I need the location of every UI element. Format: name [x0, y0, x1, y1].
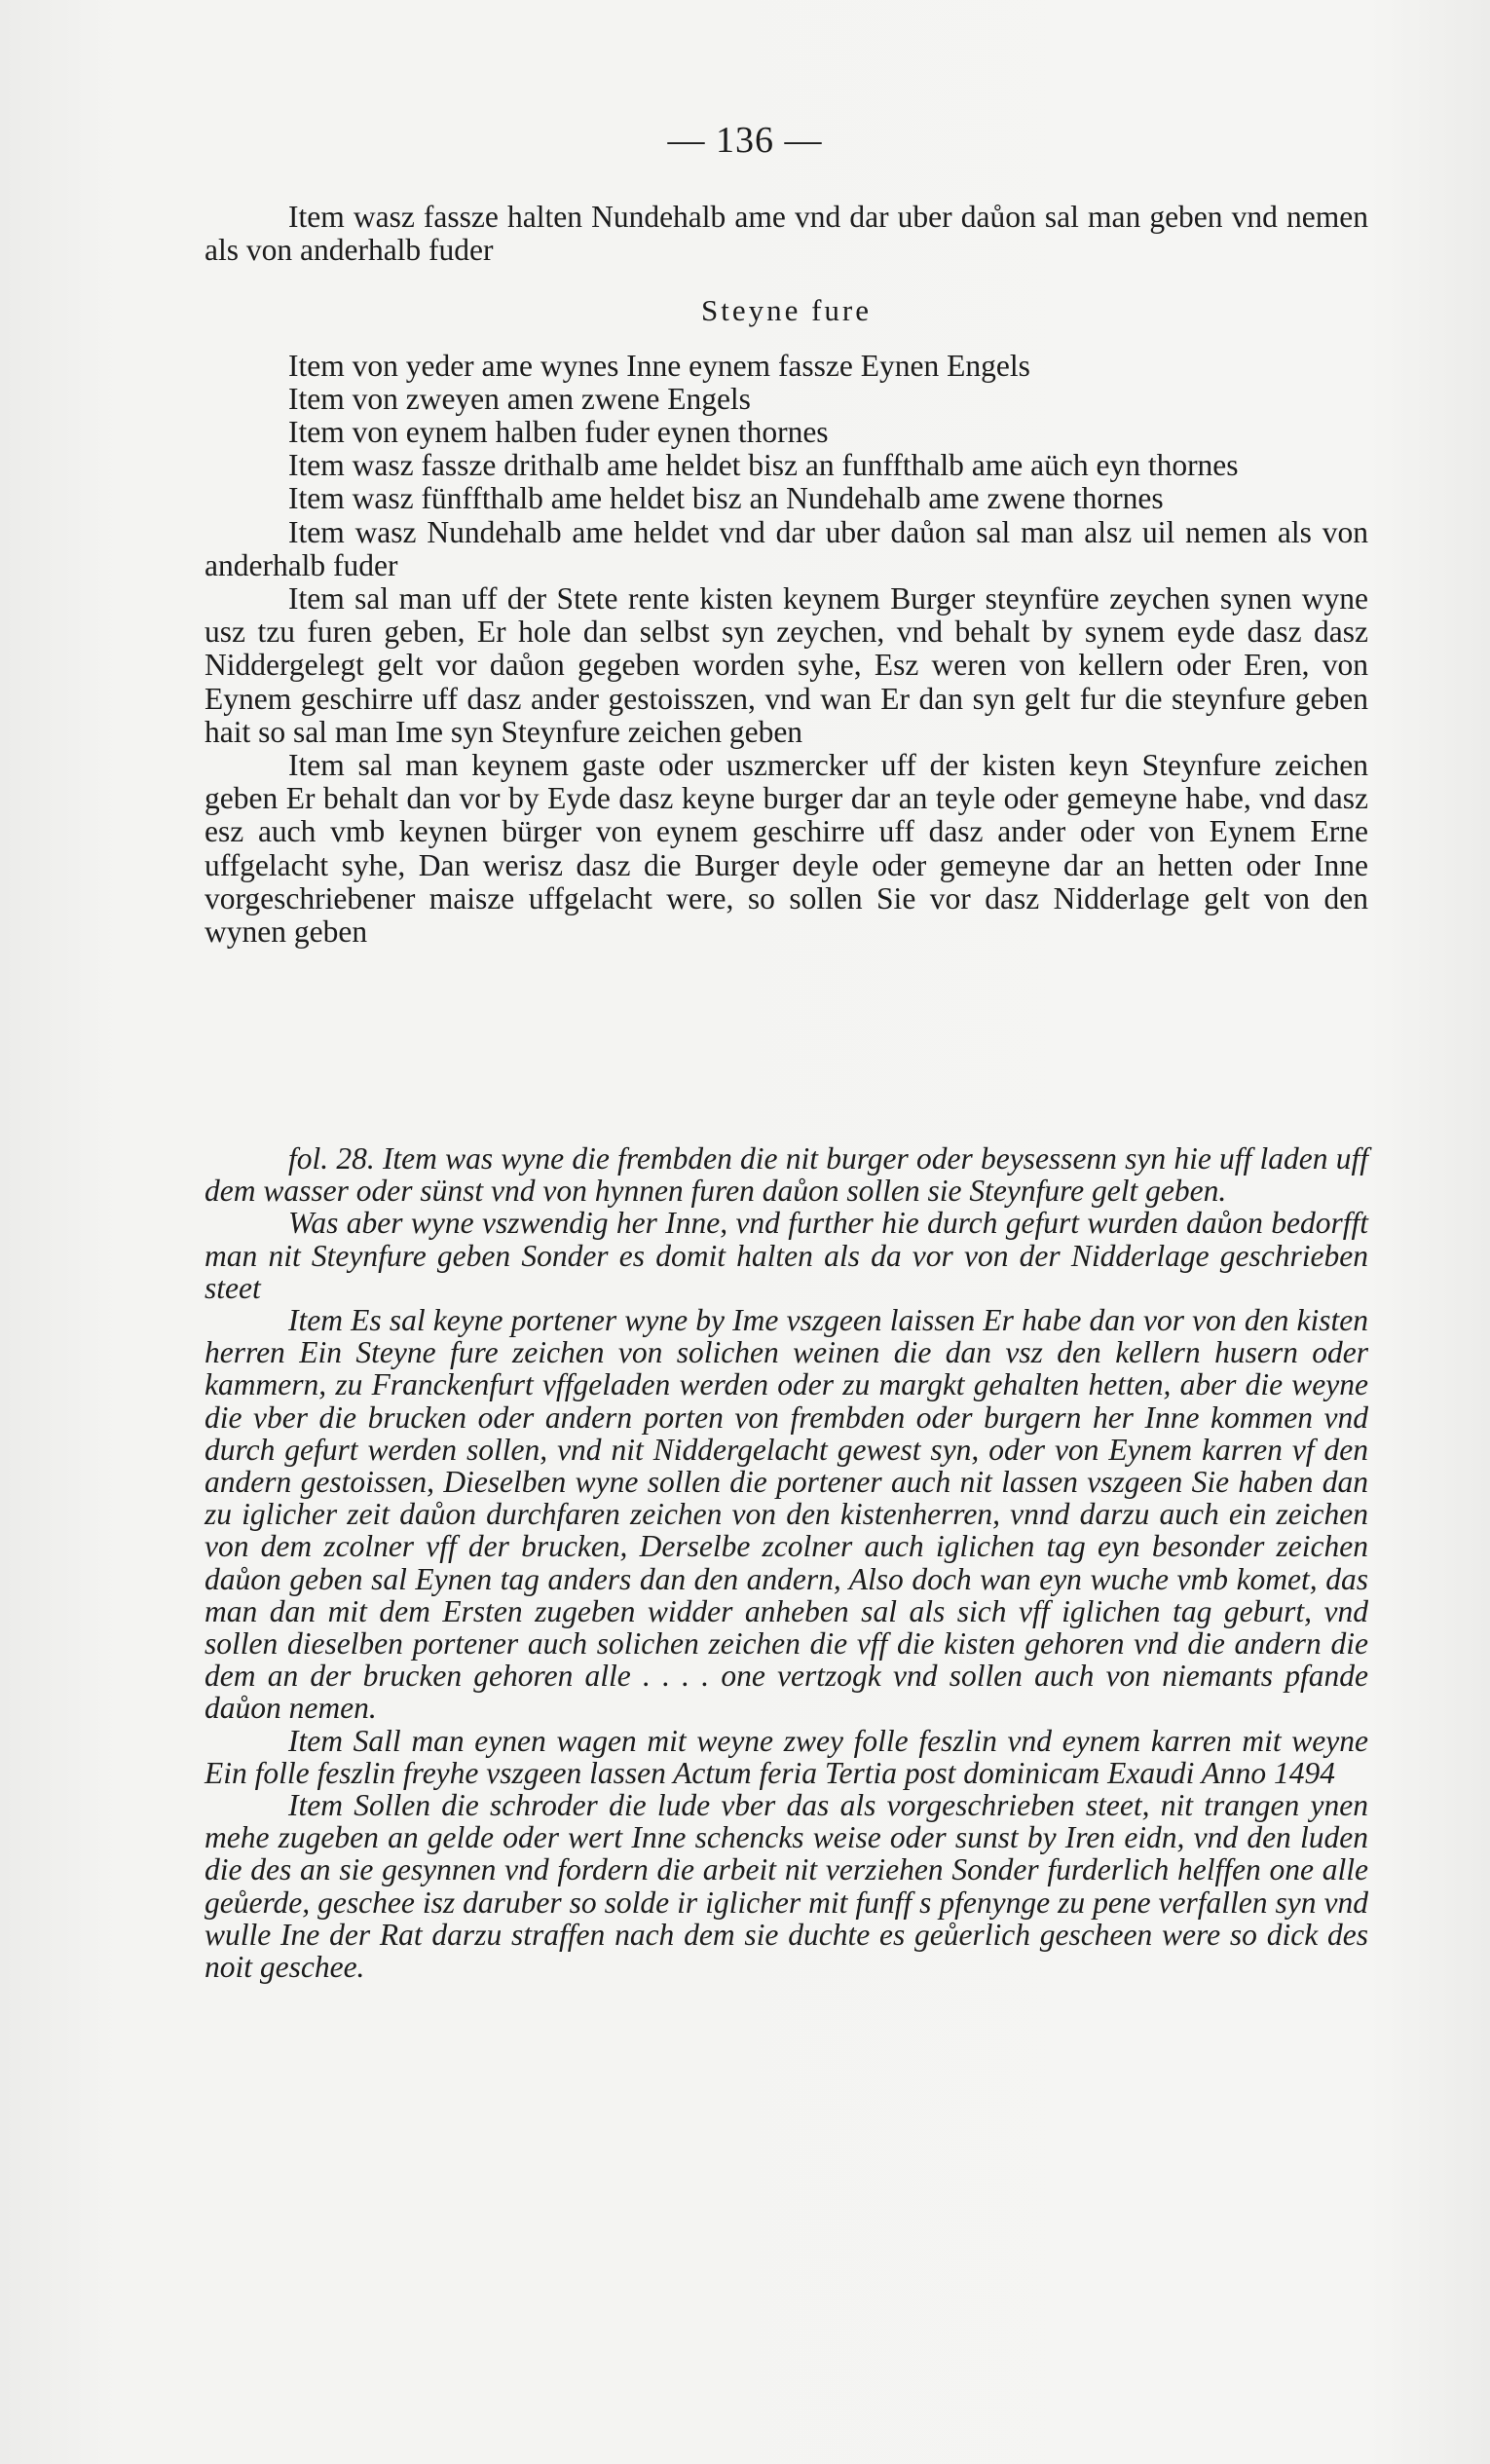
paragraph: Item wasz fassze drithalb ame heldet bisz an funffthalb ame aüch eyn thornes	[288, 448, 1239, 483]
paragraph: Item sal man keynem gaste oder uszmercker uff der kisten keyn Steynfure zeichen geben Er behalt dan vor by Eyde dasz keyne burger dar an teyle oder gemeyne habe, vnd dasz esz auch vmb keynen bürger von eynem geschirre uff dasz ander oder von Eynem Erne uffgelacht syhe, Dan werisz dasz die Burger deyle oder gemeyne dar an hetten oder Inne vorgeschriebener maisze uffgelacht were, so sollen Sie vor dasz Nidderlage gelt von den wynen geben	[205, 748, 1368, 950]
italic-paragraph: fol. 28. Item was wyne die frembden die nit burger oder beysessenn syn hie uff laden uff dem wasser oder sünst vnd von hynnen furen daůon sollen sie Steynfure gelt geben.	[205, 1141, 1368, 1209]
paragraph: Item sal man uff der Stete rente kisten keynem Burger steynfüre zeychen synen wyne usz tzu furen geben, Er hole dan selbst syn zeychen, vnd behalt by synem eyde dasz dasz Niddergelegt gelt vor daůon gegeben worden syhe, Esz weren von kellern oder Eren, von Eynem geschirre uff dasz ander gestoisszen, vnd wan Er dan syn gelt fur die steynfure geben hait so sal man Ime syn Steynfure zeichen geben	[205, 581, 1368, 749]
paragraph: Item wasz fassze halten Nundehalb ame vnd dar uber daůon sal man geben vnd nemen als von anderhalb fuder	[205, 200, 1368, 268]
italic-paragraph: Item Sollen die schroder die lude vber das als vorgeschrieben steet, nit trangen ynen mehe zugeben an gelde oder wert Inne schencks weise oder sunst by Iren eidn, vnd den luden die des an sie gesynnen vnd fordern die arbeit nit verziehen Sonder furderlich helffen one alle geůerde, geschee isz daruber so solde ir iglicher mit funff s pfenynge zu pene verfallen syn vnd wulle Ine der Rat darzu straffen nach dem sie duchte es geůerlich gescheen were so dick des noit geschee.	[205, 1788, 1368, 1985]
paragraph: Item von yeder ame wynes Inne eynem fassze Eynen Engels	[288, 348, 1030, 383]
paragraph: Item wasz fünffthalb ame heldet bisz an Nundehalb ame zwene thornes	[288, 481, 1164, 516]
italic-paragraph: Item Es sal keyne portener wyne by Ime vszgeen laissen Er habe dan vor von den kisten herren Ein Steyne fure zeichen von solichen weinen die dan vsz den kellern husern oder kammern, zu Franckenfurt vffgeladen werden oder zu margkt gehalten hetten, aber die weyne die vber die brucken oder andern porten von frembden oder burgern her Inne kommen vnd durch gefurt werden sollen, vnd nit Niddergelacht gewest syn, oder von Eynem karren vf den andern gestoissen, Dieselben wyne sollen die portener auch nit lassen vszgeen Sie haben dan zu iglicher zeit daůon durchfaren zeichen von den kistenherren, vnnd darzu auch ein zeichen von dem zcolner vff der brucken, Derselbe zcolner auch iglichen tag eyn besonder zeichen daůon geben sal Eynen tag anders dan den andern, Also doch wan eyn wuche vmb komet, das man dan mit dem Ersten zugeben widder anheben sal als sich vff iglichen tag geburt, vnd sollen dieselben portener auch solichen zeichen die vff die kisten gehoren vnd die andern die dem an der brucken gehoren alle . . . . one vertzogk vnd sollen auch von niemants pfande daůon nemen.	[205, 1303, 1368, 1726]
page-number: — 136 —	[667, 120, 823, 161]
italic-text-block	[205, 1142, 1368, 1983]
paragraph: Item von zweyen amen zwene Engels	[288, 381, 751, 416]
paragraph: Item von eynem halben fuder eynen thornes	[288, 415, 829, 450]
italic-paragraph: Was aber wyne vszwendig her Inne, vnd further hie durch gefurt wurden daůon bedorfft man nit Steynfure geben Sonder es domit halten als da vor von der Nidderlage geschrieben steet	[205, 1206, 1368, 1305]
italic-paragraph: Item Sall man eynen wagen mit weyne zwey folle feszlin vnd eynem karren mit weyne Ein folle feszlin freyhe vszgeen lassen Actum feria Tertia post dominicam Exaudi Anno 1494	[205, 1723, 1368, 1790]
paragraph: Item wasz Nundehalb ame heldet vnd dar uber daůon sal man alsz uil nemen als von anderhalb fuder	[205, 514, 1368, 582]
section-heading: Steyne fure	[700, 293, 873, 328]
upright-text-block	[205, 201, 1368, 949]
